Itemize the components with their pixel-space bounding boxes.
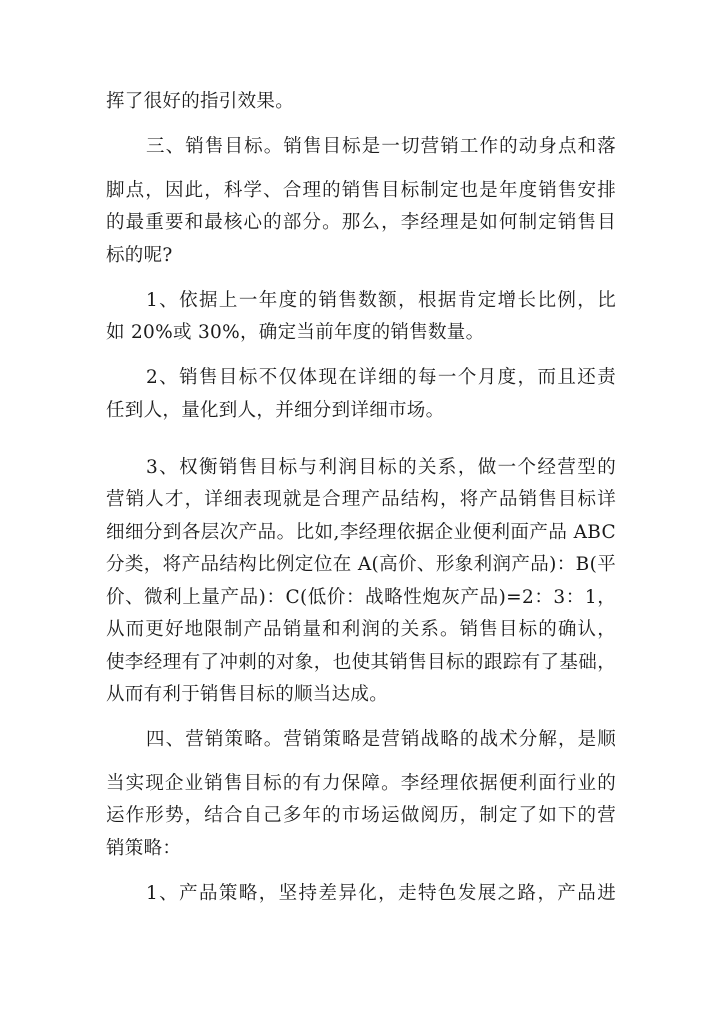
paragraph-line: 2、销售目标不仅体现在详细的每一个月度，而且还责 <box>146 367 616 388</box>
paragraph-line: 从而有利于销售目标的顺当达成。 <box>106 684 389 705</box>
paragraph-line: 三、销售目标。销售目标是一切营销工作的动身点和落 <box>146 136 616 157</box>
paragraph-line: 使李经理有了冲刺的对象，也使其销售目标的跟踪有了基础， <box>106 652 616 673</box>
paragraph-line: 营销人才，详细表现就是合理产品结构，将产品销售目标详 <box>106 489 616 510</box>
paragraph-line: 标的呢? <box>106 245 173 266</box>
paragraph-line: 如 20%或 30%，确定当前年度的销售数量。 <box>106 322 485 343</box>
paragraph-line: 挥了很好的指引效果。 <box>106 91 295 112</box>
paragraph-line: 1、产品策略，坚持差异化，走特色发展之路，产品进 <box>146 883 616 904</box>
paragraph-line: 运作形势，结合自己多年的市场运做阅历，制定了如下的营 <box>106 805 616 826</box>
paragraph-line: 脚点，因此，科学、合理的销售目标制定也是年度销售安排 <box>106 180 616 201</box>
paragraph-line: 的最重要和最核心的部分。那么，李经理是如何制定销售目 <box>106 212 616 233</box>
paragraph-line: 当实现企业销售目标的有力保障。李经理依据便利面行业的 <box>106 773 616 794</box>
paragraph-line: 销策略： <box>106 838 182 859</box>
paragraph-line: 四、营销策略。营销策略是营销战略的战术分解，是顺 <box>146 729 616 750</box>
paragraph-line: 1、依据上一年度的销售数额，根据肯定增长比例，比 <box>146 290 616 311</box>
paragraph-line: 任到人，量化到人，并细分到详细市场。 <box>106 400 445 421</box>
paragraph-line: 从而更好地限制产品销量和利润的关系。销售目标的确认， <box>106 619 616 640</box>
paragraph-line: 价、微利上量产品)：C(低价：战略性炮灰产品)=2：3：1， <box>106 587 616 608</box>
paragraph-line: 3、权衡销售目标与利润目标的关系，做一个经营型的 <box>146 457 616 478</box>
paragraph-line: 分类，将产品结构比例定位在 A(高价、形象利润产品)：B(平 <box>106 554 616 575</box>
paragraph-line: 细细分到各层次产品。比如,李经理依据企业便利面产品 ABC <box>106 522 616 543</box>
